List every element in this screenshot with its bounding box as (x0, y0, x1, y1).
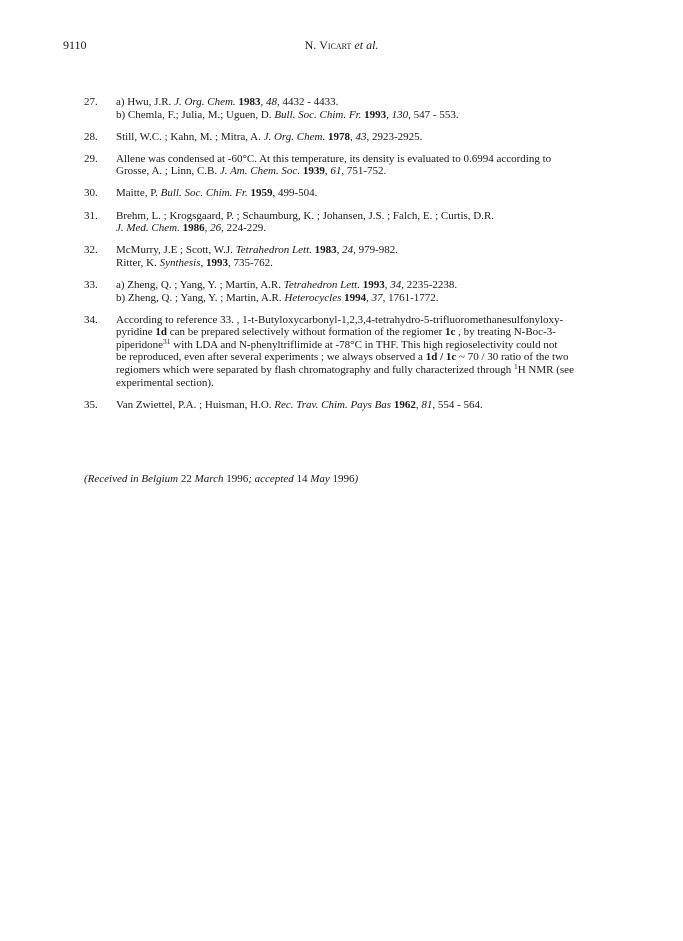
text-segment: 1996 (226, 473, 249, 485)
text-segment: 1962 (393, 398, 416, 411)
reference-line (116, 326, 624, 339)
text-segment: 37, (371, 291, 386, 304)
text-segment: , (260, 96, 266, 108)
text-segment: b) Chemla, F.; Julia, M.; Uguen, D. (116, 108, 275, 121)
text-segment: , 2923-2925. (366, 130, 423, 143)
text-segment: J. Med. Chem. (116, 222, 180, 235)
text-segment: 1978 (327, 130, 350, 143)
text-segment: , (386, 108, 392, 121)
text-segment: , (415, 398, 422, 411)
reference-line (116, 257, 624, 270)
reference-number: 34. (84, 313, 98, 326)
text-segment: , (349, 130, 356, 143)
text-segment: Ritter, K. (116, 256, 160, 269)
text-segment: 1939 (302, 165, 325, 178)
text-segment: 1993 (206, 256, 229, 269)
reference-entry (84, 314, 624, 390)
text-segment: pyridine (116, 326, 156, 339)
author-suffix: et al. (351, 38, 379, 52)
text-segment: 1d (155, 326, 168, 339)
reference-line (116, 351, 624, 364)
reference-list (84, 96, 624, 421)
text-segment: 81 (421, 398, 433, 411)
text-segment: 22 (180, 473, 195, 485)
text-segment: Allene was condensed at -60°C. At this temperature, its density is evaluated to 0.6994 according to (116, 152, 552, 165)
text-segment: Grosse, A. ; Linn, C.B. (116, 165, 220, 178)
reference-text (116, 314, 624, 390)
reference-line (116, 399, 624, 412)
text-segment: Heterocycles (284, 291, 342, 304)
text-segment: b) Zheng, Q. ; Yang, Y. ; Martin, A.R. (116, 291, 285, 304)
reference-line (116, 165, 624, 178)
text-segment: a) Zheng, Q. ; Yang, Y. ; Martin, A.R. (116, 278, 284, 291)
text-segment: May (310, 473, 333, 485)
reference-line (116, 96, 624, 109)
text-segment: , 499-504. (272, 187, 318, 200)
text-segment: Bull. Soc. Chim. Fr. (274, 108, 362, 121)
text-segment: J. Org. Chem. (263, 130, 326, 143)
reference-text (116, 153, 624, 178)
reference-text (116, 210, 624, 235)
text-segment: be reproduced, even after several experiments ; we always observed a (116, 351, 426, 364)
reference-text (116, 96, 624, 121)
text-segment: experimental section). (116, 376, 214, 389)
text-segment: can be prepared selectively without formation of the regiomer (167, 326, 445, 339)
text-segment: , 4432 - 4433. (276, 96, 339, 108)
reference-entry (84, 187, 624, 200)
reference-line (116, 279, 624, 292)
text-segment: ~ 70 / 30 ratio of the two (456, 351, 569, 364)
text-segment: 61 (330, 165, 342, 178)
reference-line (116, 187, 624, 200)
reference-line (116, 244, 624, 257)
reference-entry (84, 279, 624, 304)
text-segment: (Received in Belgium (84, 473, 181, 485)
text-segment: J. Am. Chem. Soc. (219, 165, 301, 178)
text-segment: 31 (163, 336, 171, 346)
reference-line (116, 109, 624, 122)
reference-line (116, 364, 624, 377)
reference-number: 35. (84, 398, 98, 411)
text-segment: , (200, 256, 207, 269)
reference-entry (84, 399, 624, 412)
text-segment: , 751-752. (341, 165, 387, 178)
text-segment: Still, W.C. ; Kahn, M. ; Mitra, A. (116, 130, 264, 143)
reference-entry (84, 131, 624, 144)
text-segment: 1d / 1c (425, 351, 457, 364)
reference-text (116, 131, 624, 144)
text-segment: According to reference 33. , 1-t-Butyloxycarbonyl-1,2,3,4-tetrahydro-5-trifluoromethanesulfonyloxy- (116, 313, 564, 326)
reference-entry (84, 96, 624, 121)
reference-line (116, 336, 624, 352)
text-segment: ) (354, 473, 359, 485)
text-segment: , (366, 291, 372, 304)
text-segment: 1959 (250, 187, 273, 200)
text-segment: 130 (391, 108, 409, 121)
text-segment: a) Hwu, J.R. (116, 96, 175, 108)
text-segment: Bull. Soc. Chim. Fr. (160, 187, 248, 200)
text-segment: Synthesis (159, 256, 201, 269)
text-segment: McMurry, J.E ; Scott, W.J. (116, 244, 236, 257)
text-segment: 14 (296, 473, 311, 485)
text-segment: 43 (355, 130, 367, 143)
text-segment: , (384, 278, 391, 291)
running-author (0, 38, 683, 53)
page-number: 9110 (63, 38, 87, 52)
text-segment: 1993 (362, 278, 385, 291)
text-segment: 1761-1772. (385, 291, 439, 304)
text-segment: Brehm, L. ; Krogsgaard, P. ; Schaumburg, K. ; Johansen, J.S. ; Falch, E. ; Curtis, D.R. (116, 209, 495, 222)
text-segment: , 547 - 553. (408, 108, 459, 121)
text-segment: March (194, 473, 227, 485)
reference-line (116, 222, 624, 235)
text-segment: , 979-982. (353, 244, 399, 257)
author-name: Vicart (319, 38, 352, 52)
reference-number: 32. (84, 244, 98, 257)
reference-number: 29. (84, 152, 98, 165)
received-note (84, 473, 358, 485)
text-segment: , 224-229. (221, 222, 267, 235)
running-header (0, 38, 683, 56)
text-segment: piperidone (116, 338, 164, 351)
reference-number: 28. (84, 130, 98, 143)
text-segment: , (204, 222, 211, 235)
text-segment: , by treating N-Boc-3- (455, 326, 556, 339)
text-segment: 1c (445, 326, 456, 339)
text-segment: 1996 (332, 473, 355, 485)
reference-text (116, 187, 624, 200)
text-segment: , 554 - 564. (432, 398, 483, 411)
text-segment: H NMR (see (517, 364, 574, 376)
text-segment: ; accepted (248, 473, 297, 485)
text-segment: Rec. Trav. Chim. Pays Bas (274, 398, 392, 411)
text-segment: 48 (265, 96, 277, 108)
reference-number: 30. (84, 187, 98, 200)
text-segment: J. Org. Chem. (174, 96, 236, 108)
reference-line (116, 292, 624, 305)
text-segment: regiomers which were separated by flash chromatography and fully characterized through (116, 364, 514, 376)
reference-number: 31. (84, 209, 98, 222)
reference-entry (84, 244, 624, 269)
text-segment: 26 (210, 222, 222, 235)
text-segment: 24 (342, 244, 354, 257)
reference-entry (84, 153, 624, 178)
reference-text (116, 244, 624, 269)
reference-text (116, 279, 624, 304)
reference-line (116, 210, 624, 223)
text-segment: 1986 (182, 222, 205, 235)
reference-text (116, 399, 624, 412)
text-segment: 34 (390, 278, 402, 291)
text-segment: , 2235-2238. (401, 278, 458, 291)
reference-number: 27. (84, 96, 98, 108)
text-segment: Maitte, P. (116, 187, 161, 200)
text-segment: Tetrahedron Lett. (283, 278, 360, 291)
text-segment: Van Zwiettel, P.A. ; Huisman, H.O. (116, 398, 275, 411)
reference-number: 33. (84, 278, 98, 291)
text-segment: , 735-762. (228, 256, 273, 269)
text-segment: with LDA and N-phenyltriflimide at -78°C in THF. This high regioselectivity could not (170, 338, 558, 351)
reference-entry (84, 210, 624, 235)
text-segment: 1983 (238, 96, 261, 108)
reference-line (116, 153, 624, 166)
reference-line (116, 314, 624, 327)
text-segment: 1993 (364, 108, 387, 121)
text-segment: Tetrahedron Lett. (235, 244, 312, 257)
reference-line (116, 131, 624, 144)
text-segment: 1994 (344, 291, 367, 304)
reference-line (116, 377, 624, 390)
text-segment: , (324, 165, 331, 178)
text-segment: 1 (513, 362, 518, 371)
text-segment: 1983 (314, 244, 337, 257)
author-prefix: N. (304, 38, 320, 52)
text-segment: , (336, 244, 343, 257)
